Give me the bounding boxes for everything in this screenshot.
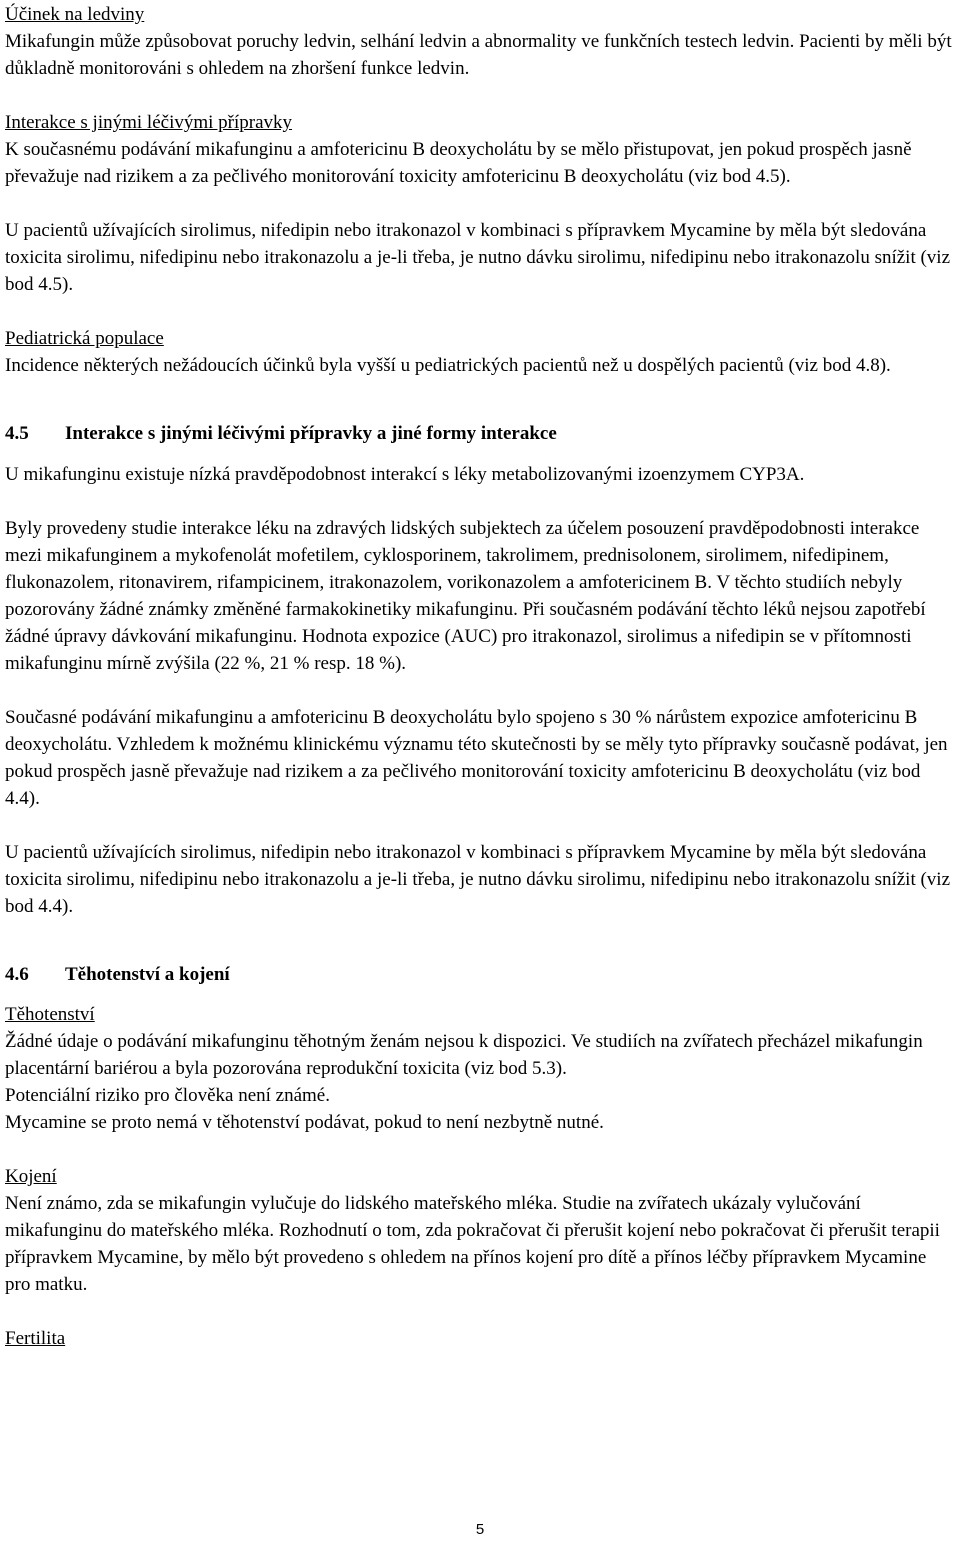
section-4-5-para-4: U pacientů užívajících sirolimus, nifedipin nebo itrakonazol v kombinaci s přípravkem Mycamine by měla být sledována toxicita sirolimu, nifedipinu nebo itrakonazolu a je-li třeba, je nutno dávku sirolimu, nifedipinu nebo itrakonazolu snížit (viz bod 4.4). [5,842,951,917]
lactation-text: Není známo, zda se mikafungin vylučuje do lidského mateřského mléka. Studie na zvířatech ukázaly vylučování mikafunginu do mateřského mléka. Rozhodnutí o tom, zda pokračovat či přerušit kojení nebo pokračovat či přerušit terapii přípravkem Mycamine, by mělo být provedeno s ohledem na přínos kojení pro dítě a přínos léčby přípravkem Mycamine pro matku. [5,1193,940,1295]
fertility-heading: Fertilita [5,1328,66,1349]
section-4-5-para-3: Současné podávání mikafunginu a amfotericinu B deoxycholátu bylo spojeno s 30 % nárůstem expozice amfotericinu B deoxycholátu. Vzhledem k možnému klinickému významu této skutečnosti by se měly tyto přípravky současně podávat, jen pokud prospěch jasně převažuje nad rizikem a za pečlivého monitorování toxicity amfotericinu B deoxycholátu (viz bod 4.4). [5,707,948,809]
section-number: 4.5 [5,423,29,444]
section-title: Interakce s jinými léčivými přípravky a jiné formy interakce [65,423,557,444]
pregnancy-heading: Těhotenství [5,1004,95,1025]
pediatric-text: Incidence některých nežádoucích účinků byla vyšší u pediatrických pacientů než u dospělých pacientů (viz bod 4.8). [5,355,891,376]
document-page [5,0,955,1352]
section-4-5-para-2: Byly provedeny studie interakce léku na zdravých lidských subjektech za účelem posouzení pravděpodobnosti interakce mezi mikafunginem a mykofenolát mofetilem, cyklosporinem, takrolimem, prednisolonem, sirolimem, nifedipinem, flukonazolem, ritonavirem, rifampicinem, itrakonazolem, vorikonazolem a amfotericinem B. V těchto studiích nebyly pozorovány žádné známky změněné farmakokinetiky mikafunginu. Při současném podávání těchto léků nejsou zapotřebí žádné úpravy dávkování mikafunginu. Hodnota expozice (AUC) pro itrakonazol, sirolimus a nifedipin se v přítomnosti mikafunginu mírně zvýšila (22 %, 21 % resp. 18 %). [5,518,926,674]
section-4-5-para-1: U mikafunginu existuje nízká pravděpodobnost interakcí s léky metabolizovanými izoenzymem CYP3A. [5,464,805,485]
pregnancy-line-1: Žádné údaje o podávání mikafunginu těhotným ženám nejsou k dispozici. Ve studiích na zvířatech přecházel mikafungin placentární bariérou a byla pozorována reprodukční toxicita (viz bod 5.3). [5,1031,923,1079]
interactions-text-2: U pacientů užívajících sirolimus, nifedipin nebo itrakonazol v kombinaci s přípravkem Mycamine by měla být sledována toxicita sirolimu, nifedipinu nebo itrakonazolu a je-li třeba, je nutno dávku sirolimu, nifedipinu nebo itrakonazolu snížit (viz bod 4.5). [5,220,951,295]
page-number: 5 [475,1521,485,1538]
pediatric-heading: Pediatrická populace [5,328,164,349]
renal-effect-text: Mikafungin může způsobovat poruchy ledvin, selhání ledvin a abnormality ve funkčních testech ledvin. Pacienti by měli být důkladně monitorováni s ohledem na zhoršení funkce ledvin. [5,31,952,79]
section-4-6-heading [5,961,955,988]
lactation-heading: Kojení [5,1166,57,1187]
renal-effect-heading: Účinek na ledviny [5,4,145,25]
section-title: Těhotenství a kojení [65,964,230,985]
pregnancy-line-3: Mycamine se proto nemá v těhotenství podávat, pokud to není nezbytně nutné. [5,1112,604,1133]
section-number: 4.6 [5,964,29,985]
pregnancy-line-2: Potenciální riziko pro člověka není známé. [5,1085,330,1106]
interactions-subheading: Interakce s jinými léčivými přípravky [5,112,293,133]
interactions-text-1: K současnému podávání mikafunginu a amfotericinu B deoxycholátu by se mělo přistupovat, jen pokud prospěch jasně převažuje nad rizikem a za pečlivého monitorování toxicity amfotericinu B deoxycholátu (viz bod 4.5). [5,139,912,187]
section-4-5-heading [5,420,955,447]
